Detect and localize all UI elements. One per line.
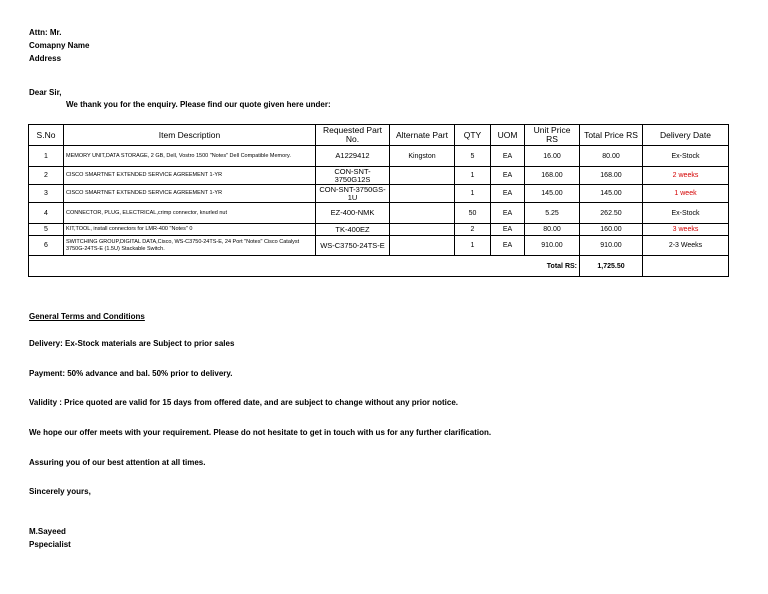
terms-heading: General Terms and Conditions [29, 312, 145, 321]
cell-uom: EA [491, 185, 525, 203]
cell-uom: EA [491, 146, 525, 167]
cell-total-price: 262.50 [580, 203, 643, 224]
cell-sno: 2 [29, 167, 64, 185]
col-header: S.No [29, 125, 64, 146]
cell-total-price: 168.00 [580, 167, 643, 185]
payment-term: Payment: 50% advance and bal. 50% prior to delivery. [29, 369, 233, 378]
cell-unit-price: 16.00 [525, 146, 580, 167]
quote-table [28, 124, 729, 277]
cell-part-no: TK-400EZ [316, 224, 390, 236]
col-header: QTY [455, 125, 491, 146]
validity-term: Validity : Price quoted are valid for 15 days from offered date, and are subject to change without any prior notice. [29, 398, 458, 407]
cell-sno: 5 [29, 224, 64, 236]
recipient-block [29, 26, 89, 65]
col-header: UOM [491, 125, 525, 146]
cell-sno: 4 [29, 203, 64, 224]
table-row [29, 185, 729, 203]
col-header: Delivery Date [643, 125, 729, 146]
cell-description: KIT,TOOL, install connectors for LMR-400 "Notes" 0 [64, 224, 316, 236]
cell-part-no: WS-C3750-24TS-E [316, 236, 390, 256]
cell-uom: EA [491, 203, 525, 224]
delivery-term: Delivery: Ex-Stock materials are Subject to prior sales [29, 339, 235, 348]
cell-total-price: 145.00 [580, 185, 643, 203]
sign-off: Sincerely yours, [29, 487, 91, 496]
company-line: Comapny Name [29, 41, 90, 50]
salutation: Dear Sir, [29, 88, 62, 97]
total-value: 1,725.50 [580, 256, 643, 277]
cell-part-no: EZ-400-NMK [316, 203, 390, 224]
table-row [29, 224, 729, 236]
cell-total-price: 910.00 [580, 236, 643, 256]
cell-delivery: Ex-Stock [643, 203, 729, 224]
cell-uom: EA [491, 236, 525, 256]
cell-alternate [390, 236, 455, 256]
cell-part-no: A1229412 [316, 146, 390, 167]
cell-qty: 1 [455, 185, 491, 203]
cell-qty: 1 [455, 236, 491, 256]
total-row [29, 256, 729, 277]
cell-alternate [390, 203, 455, 224]
signature-block [29, 525, 71, 551]
cell-alternate: Kingston [390, 146, 455, 167]
total-empty-cell [643, 256, 729, 277]
cell-part-no: CON-SNT-3750GS-1U [316, 185, 390, 203]
cell-description: CISCO SMARTNET EXTENDED SERVICE AGREEMENT 1-YR [64, 185, 316, 203]
cell-delivery: 2-3 Weeks [643, 236, 729, 256]
cell-alternate [390, 167, 455, 185]
cell-sno: 3 [29, 185, 64, 203]
col-header: Item Description [64, 125, 316, 146]
assurance-line: Assuring you of our best attention at all times. [29, 458, 206, 467]
col-header: Alternate Part [390, 125, 455, 146]
cell-unit-price: 910.00 [525, 236, 580, 256]
cell-total-price: 80.00 [580, 146, 643, 167]
cell-total-price: 160.00 [580, 224, 643, 236]
address-line: Address [29, 54, 62, 63]
cell-unit-price: 80.00 [525, 224, 580, 236]
cell-unit-price: 5.25 [525, 203, 580, 224]
cell-description: CISCO SMARTNET EXTENDED SERVICE AGREEMENT 1-YR [64, 167, 316, 185]
cell-description: MEMORY UNIT,DATA STORAGE, 2 GB, Dell, Vostro 1500 "Notes" Dell Compatible Memory. [64, 146, 316, 167]
table-row [29, 146, 729, 167]
closing-paragraph: We hope our offer meets with your requirement. Please do not hesitate to get in touch with us for any further clarification. [29, 428, 492, 437]
table-row [29, 167, 729, 185]
cell-qty: 2 [455, 224, 491, 236]
cell-alternate [390, 185, 455, 203]
cell-sno: 1 [29, 146, 64, 167]
cell-delivery: 1 week [643, 185, 729, 203]
cell-qty: 1 [455, 167, 491, 185]
cell-unit-price: 145.00 [525, 185, 580, 203]
cell-qty: 50 [455, 203, 491, 224]
table-row [29, 203, 729, 224]
total-label: Total RS: [29, 256, 580, 277]
cell-unit-price: 168.00 [525, 167, 580, 185]
table-header-row [29, 125, 729, 146]
cell-delivery: 3 weeks [643, 224, 729, 236]
cell-qty: 5 [455, 146, 491, 167]
signer-title: Pspecialist [29, 540, 71, 549]
cell-delivery: 2 weeks [643, 167, 729, 185]
col-header: Total Price RS [580, 125, 643, 146]
col-header: Requested Part No. [316, 125, 390, 146]
cell-alternate [390, 224, 455, 236]
col-header: Unit Price RS [525, 125, 580, 146]
signer-name: M.Sayeed [29, 527, 66, 536]
cell-uom: EA [491, 224, 525, 236]
intro-text: We thank you for the enquiry. Please find our quote given here under: [66, 100, 331, 109]
attn-line: Attn: Mr. [29, 28, 62, 37]
cell-uom: EA [491, 167, 525, 185]
cell-description: CONNECTOR, PLUG, ELECTRICAL,crimp connector, knurled nut [64, 203, 316, 224]
cell-sno: 6 [29, 236, 64, 256]
table-row [29, 236, 729, 256]
cell-description: SWITCHING GROUP,DIGITAL DATA,Cisco, WS-C3750-24TS-E, 24 Port "Notes" Cisco Catalyst 3750G-24TS-E (1.5U) Stackable Switch. [64, 236, 316, 256]
cell-delivery: Ex-Stock [643, 146, 729, 167]
cell-part-no: CON-SNT-3750G12S [316, 167, 390, 185]
